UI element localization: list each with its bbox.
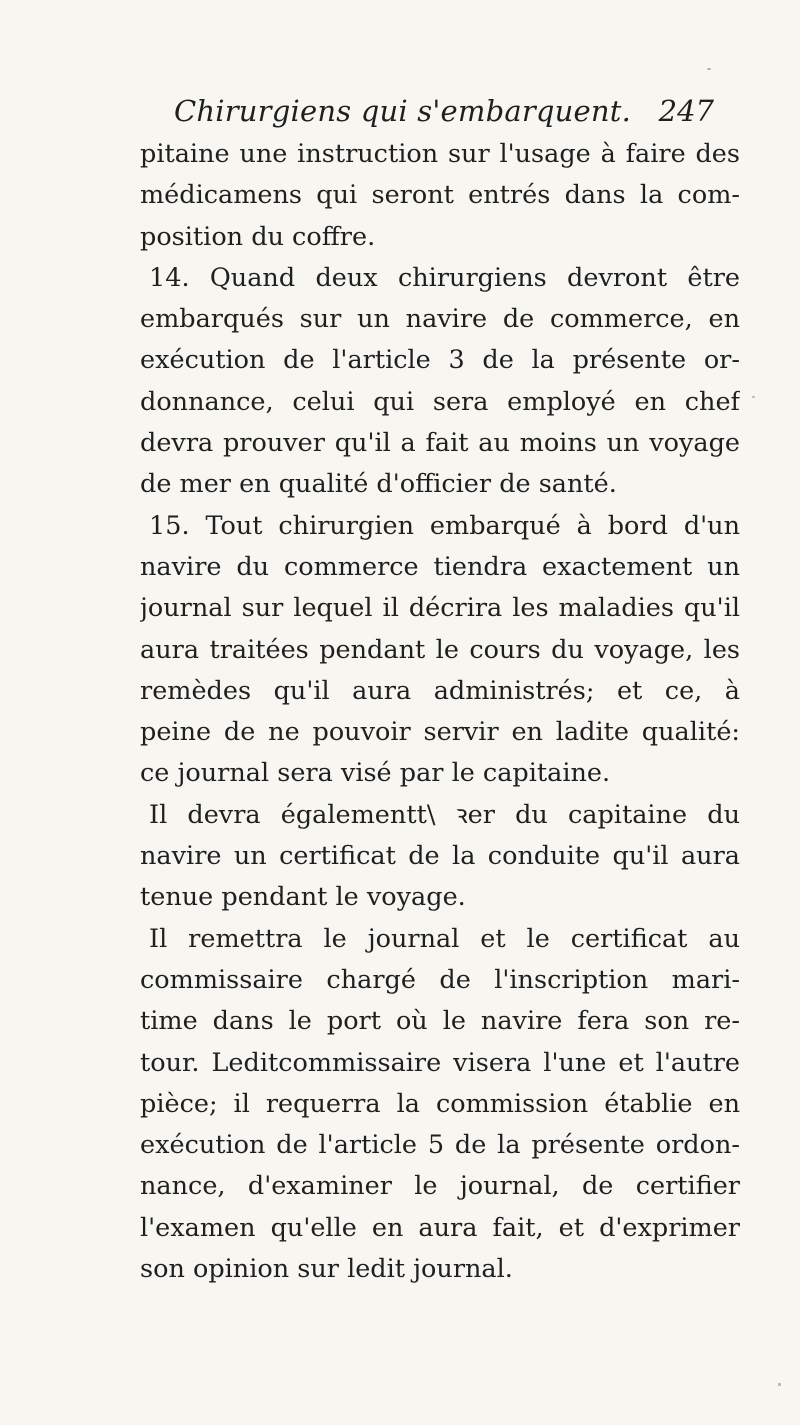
text-line: tenue pendant le voyage.: [140, 882, 466, 913]
text-line: Il remettra le journal et le certificat au: [149, 923, 740, 954]
text-line: commissaire chargé de l'inscription mari-: [140, 964, 740, 995]
text-line: navire un certificat de la conduite qu'il aura: [140, 841, 740, 872]
text-line: exécution de l'article 5 de la présente ordon-: [140, 1130, 740, 1161]
body-text: [140, 134, 740, 1290]
text-line: position du coffre.: [140, 221, 376, 252]
text-line: 15. Tout chirurgien embarqué à bord d'un: [149, 510, 740, 541]
text-line: son opinion sur ledit journal.: [140, 1254, 513, 1285]
page-header: [174, 94, 714, 134]
text-line: devra prouver qu'il a fait au moins un voyage: [140, 428, 740, 459]
text-line: Il devra égalementt\ ꝛer du capitaine du: [149, 799, 740, 830]
text-line: l'examen qu'elle en aura fait, et d'exprimer: [140, 1212, 740, 1243]
text-line: pitaine une instruction sur l'usage à faire des: [140, 139, 740, 169]
text-line: aura traitées pendant le cours du voyage, les: [140, 634, 740, 665]
text-line: donnance, celui qui sera employé en chef: [140, 386, 740, 417]
text-line: pièce; il requerra la commission établie en: [140, 1088, 740, 1119]
text-line: peine de ne pouvoir servir en ladite qualité:: [140, 717, 740, 748]
scan-speck: [707, 68, 711, 70]
text-line: nance, d'examiner le journal, de certifier: [140, 1171, 740, 1202]
text-line: de mer en qualité d'officier de santé.: [140, 469, 617, 500]
scan-speck: [752, 396, 755, 398]
page-number: 247: [658, 94, 714, 128]
text-line: médicamens qui seront entrés dans la com-: [140, 180, 740, 211]
text-line: remèdes qu'il aura administrés; et ce, à: [140, 675, 740, 706]
text-line: embarqués sur un navire de commerce, en: [140, 304, 740, 335]
running-title: Chirurgiens qui s'embarquent.: [174, 94, 632, 128]
scan-speck: [778, 1383, 781, 1386]
text-line: time dans le port où le navire fera son re-: [140, 1006, 740, 1037]
text-line: navire du commerce tiendra exactement un: [140, 551, 740, 582]
text-line: exécution de l'article 3 de la présente or-: [140, 345, 740, 376]
text-line: ce journal sera visé par le capitaine.: [140, 758, 611, 789]
text-line: 14. Quand deux chirurgiens devront être: [149, 262, 740, 293]
text-line: tour. Leditcommissaire visera l'une et l'autre: [140, 1047, 740, 1078]
text-line: journal sur lequel il décrira les maladies qu'il: [140, 593, 740, 624]
